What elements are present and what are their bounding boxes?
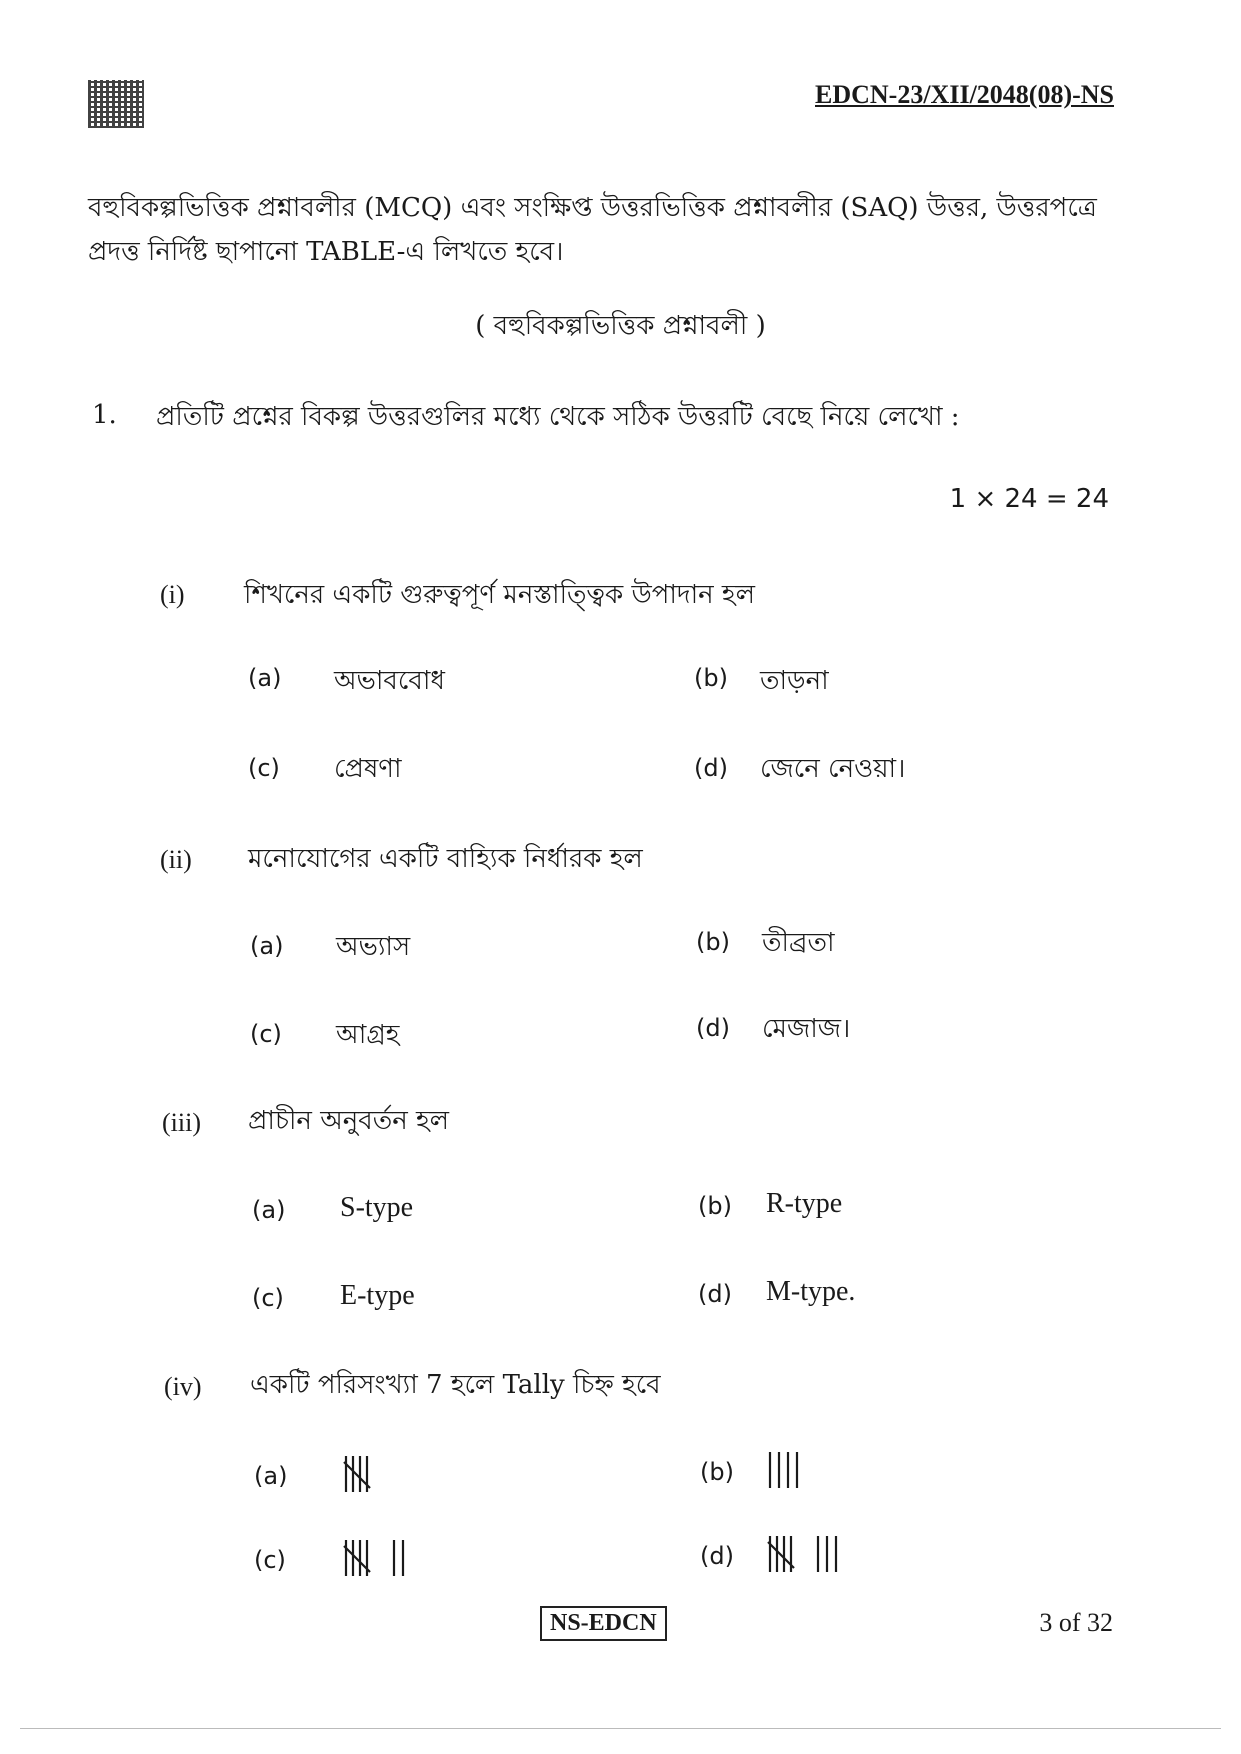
marks-allocation: 1 × 24 = 24	[949, 484, 1109, 514]
subquestion-text: প্রাচীন অনুবর্তন হল	[248, 1106, 450, 1136]
option-label: (c)	[250, 1020, 282, 1048]
option-text: জেনে নেওয়া।	[760, 754, 906, 784]
tally-mark-icon	[342, 1532, 472, 1582]
option-label: (d)	[700, 1542, 734, 1570]
option-text: E-type	[340, 1280, 415, 1311]
option-label: (c)	[248, 754, 280, 782]
subquestion-number: (iii)	[162, 1108, 201, 1137]
option-label: (a)	[250, 932, 284, 960]
option-label: (b)	[700, 1458, 734, 1486]
option-label: (b)	[694, 664, 728, 692]
tally-mark-icon	[342, 1448, 452, 1498]
option-text: তীব্রতা	[762, 928, 835, 958]
option-text: আগ্রহ	[336, 1020, 400, 1050]
option-text: মেজাজ।	[762, 1014, 851, 1044]
subquestion-text: একটি পরিসংখ্যা 7 হলে Tally চিহ্ন হবে	[250, 1370, 661, 1400]
page-number: 3 of 32	[1039, 1608, 1113, 1637]
option-label: (a)	[252, 1196, 286, 1224]
tally-mark-icon	[766, 1444, 876, 1494]
subquestion-number: (i)	[160, 580, 185, 609]
option-text: R-type	[766, 1188, 843, 1219]
question-number: 1.	[92, 400, 117, 430]
option-text: তাড়না	[760, 666, 829, 696]
option-label: (d)	[698, 1280, 732, 1308]
question-text: প্রতিটি প্রশ্নের বিকল্প উত্তরগুলির মধ্যে থেকে সঠিক উত্তরটি বেছে নিয়ে লেখো :	[156, 402, 960, 432]
section-title: ( বহুবিকল্পভিত্তিক প্রশ্নাবলী )	[475, 311, 766, 341]
option-label: (b)	[696, 928, 730, 956]
answer-instruction: বহুবিকল্পভিত্তিক প্রশ্নাবলীর (MCQ) এবং সংক্ষিপ্ত উত্তরভিত্তিক প্রশ্নাবলীর (SAQ) উত্তর, উত্তরপত্রে প্রদত্ত নির্দিষ্ট ছাপানো TABLE-এ লিখতে হবে।	[88, 193, 1097, 267]
option-text: অভ্যাস	[336, 932, 411, 962]
option-text: অভাববোধ	[334, 666, 445, 696]
option-label: (c)	[254, 1546, 286, 1574]
qr-code-icon	[88, 80, 144, 128]
subquestion-text: শিখনের একটি গুরুত্বপূর্ণ মনস্তাত্ত্বিক উপাদান হল	[244, 580, 755, 610]
page-bottom-rule	[20, 1728, 1221, 1729]
option-label: (d)	[694, 754, 728, 782]
option-label: (b)	[698, 1192, 732, 1220]
option-label: (c)	[252, 1284, 284, 1312]
series-code-box: NS-EDCN	[540, 1606, 667, 1641]
option-label: (d)	[696, 1014, 730, 1042]
option-label: (a)	[254, 1462, 288, 1490]
option-label: (a)	[248, 664, 282, 692]
option-text: M-type.	[766, 1276, 856, 1307]
option-text: প্রেষণা	[334, 754, 402, 784]
option-text: S-type	[340, 1192, 414, 1223]
subquestion-number: (ii)	[160, 845, 192, 874]
subquestion-text: মনোযোগের একটি বাহ্যিক নির্ধারক হল	[248, 844, 643, 874]
paper-code: EDCN-23/XII/2048(08)-NS	[815, 80, 1114, 109]
tally-mark-icon	[766, 1528, 896, 1578]
subquestion-number: (iv)	[164, 1372, 202, 1401]
